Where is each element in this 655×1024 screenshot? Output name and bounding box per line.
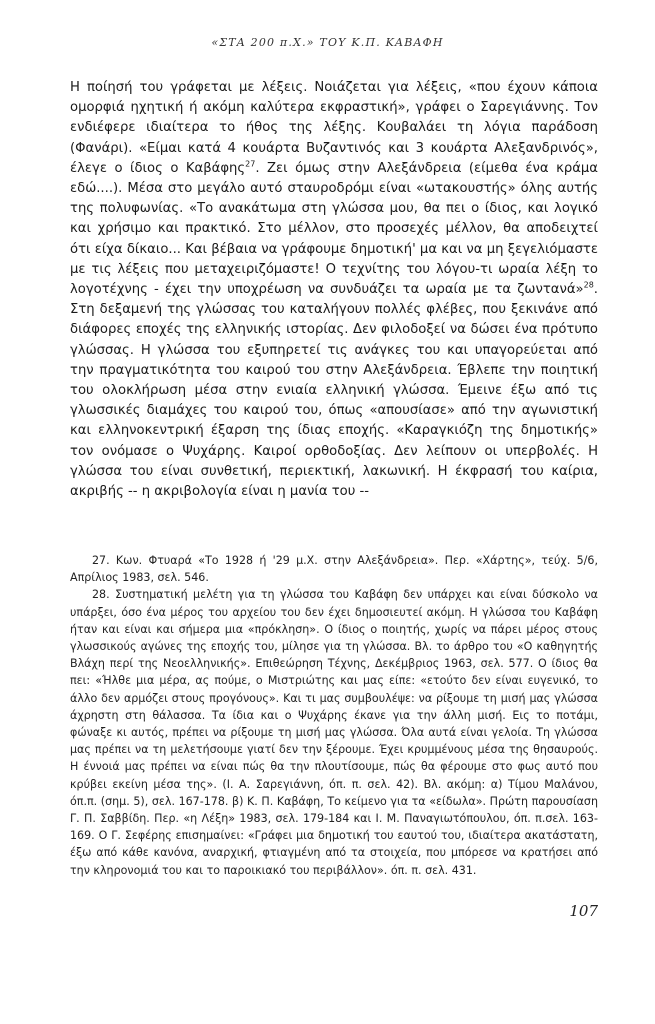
running-head: «ΣΤΑ 200 π.Χ.» ΤΟΥ Κ.Π. ΚΑΒΑΦΗ	[211, 36, 444, 49]
body-paragraph	[70, 78, 598, 502]
body-text-part-3: . Στη δεξαμενή της γλώσσας του καταλήγουν πολλές φλέβες, που ξεκινάνε από διάφορες εποχές της ελληνικής ιστορίας. Δεν φιλοδοξεί να δώσει ένα πρότυπο γλώσσας. Η γλώσσα του εξυπηρετεί τις ανάγκες του και υπαγορεύεται από την πραγματικότητα του καιρού του στην Αλεξάνδρεια. Έβλεπε την ποιητική του ολοκλήρωση μέσα στην ενιαία ελληνική γλώσσα. Έμεινε έξω από τις γλωσσικές διαμάχες του καιρού του, όπως «απουσίασε» από την αγωνιστική και ελληνοκεντρική έξαρση της ίδιας εποχής. «Καραγκιόζη της δημοτικής» τον ονόμασε ο Ψυχάρης. Καιροί ορθοδοξίας. Δεν λείπουν οι υπερβολές. Η γλώσσα του είναι συνθετική, περιεκτική, λακωνική. Η έκφρασή του καίρια, ακριβής -- η ακριβολογία είναι η μανία του --	[70, 282, 598, 500]
footnote-ref-27: 27	[245, 159, 256, 169]
footnotes	[70, 552, 598, 879]
footnote-27: 27. Κων. Φτυαρά «Το 1928 ή '29 μ.Χ. στην Αλεξάνδρεια». Περ. «Χάρτης», τεύχ. 5/6, Απρίλιος 1983, σελ. 546.	[70, 554, 598, 585]
body-text	[70, 78, 598, 502]
body-text-part-1: Η ποίησή του γράφεται με λέξεις. Νοιάζεται για λέξεις, «που έχουν κάποια ομορφιά ηχητική ή ακόμη καλύτερα εκφραστική», γράφει ο Σαρεγιάννης. Τον ενδιέφερε ιδιαίτερα το ήθος της λέξης. Κουβαλάει τη λόγια παράδοση (Φανάρι). «Είμαι κατά 4 κουάρτα Βυζαντινός και 3 κουάρτα Αλεξανδρινός», έλεγε ο ίδιος ο Καβάφης	[70, 80, 598, 176]
footnote-ref-28: 28	[583, 280, 594, 290]
body-text-part-2: . Ζει όμως στην Αλεξάνδρεια (είμεθα ένα κράμα εδώ....). Μέσα στο μεγάλο αυτό σταυροδρόμι είναι «ωτακουστής» όλης αυτής της πολυφωνίας. «Το ανακάτωμα στη γλώσσα μου, θα πει ο ίδιος, και λογικό και χρήσιμο και πρακτικό. Στο μέλλον, στο προσεχές μέλλον, θα αποδειχτεί ότι είχα δίκαιο... Και βέβαια να γράφουμε δημοτική' μα και να μη ξεγελιόμαστε με τις λέξεις που μεταχειριζόμαστε! Ο τεχνίτης του λόγου-τι ωραία λέξη το λογοτέχνης - έχει την υποχρέωση να συνδυάζει τα ωραία με τα ζωντανά»	[70, 160, 598, 298]
page-number: 107	[569, 902, 598, 920]
footnote-28: 28. Συστηματική μελέτη για τη γλώσσα του Καβάφη δεν υπάρχει και είναι δύσκολο να υπάρξει, όσο ένα μέρος του αρχείου του δεν έχει δημοσιευτεί ακόμη. Η γλώσσα του Καβάφη ήταν και είναι και σήμερα μια «πρόκληση». Ο ίδιος ο ποιητής, χωρίς να πάρει μέρος στους γλωσσικούς αγώνες της εποχής του, μίλησε για τη γλώσσα. Βλ. το άρθρο του «Ο καθηγητής Βλάχη περί της Νεοελληνικής». Επιθεώρηση Τέχνης, Δεκέμβριος 1963, σελ. 577. Ο ίδιος θα πει: «Ήλθε μια μέρα, ας πούμε, ο Μιστριώτης και μας είπε: «ετούτο δεν είναι ευγενικό, το άλλο δεν αρμόζει στους προγόνους». Και τι μας συμβουλέψε: να ρίξουμε τη μισή μας γλώσσα άχρηστη στη θάλασσα. Τα ίδια και ο Ψυχάρης έκανε για την άλλη μισή. Εις το ποτάμι, φώναξε κι αυτός, πρέπει να ρίξουμε τη μισή μας γλώσσα. Όλα αυτά είναι γελοία. Τη γλώσσα μας πρέπει να τη μελετήσουμε γιατί δεν την ξέρουμε. Έχει κρυμμένους μέσα της θησαυρούς. Η έννοιά μας πρέπει να είναι πώς θα την πλουτίσουμε, πώς θα φέρουμε στο φως αυτό που κρύβει εκείνη μέσα της». (Ι. Α. Σαρεγιάννη, όπ. π. σελ. 42). Βλ. ακόμη: α) Τίμου Μαλάνου, όπ.π. (σημ. 5), σελ. 167-178. β) Κ. Π. Καβάφη, Το κείμενο για τα «είδωλα». Πρώτη παρουσίαση Γ. Π. Σαββίδη. Περ. «η Λέξη» 1983, σελ. 179-184 και Ι. Μ. Παναγιωτόπουλου, όπ. π.σελ. 163-169. Ο Γ. Σεφέρης επισημαίνει: «Γράφει μια δημοτική του εαυτού του, ιδιαίτερα ακατάστατη, έξω από κάθε κανόνα, αναρχική, φτιαγμένη από τα στοιχεία, που μπόρεσε να κρατήσει από την κληρονομιά του και το παροικιακό του περιβάλλον». όπ. π. σελ. 431.	[70, 588, 598, 877]
